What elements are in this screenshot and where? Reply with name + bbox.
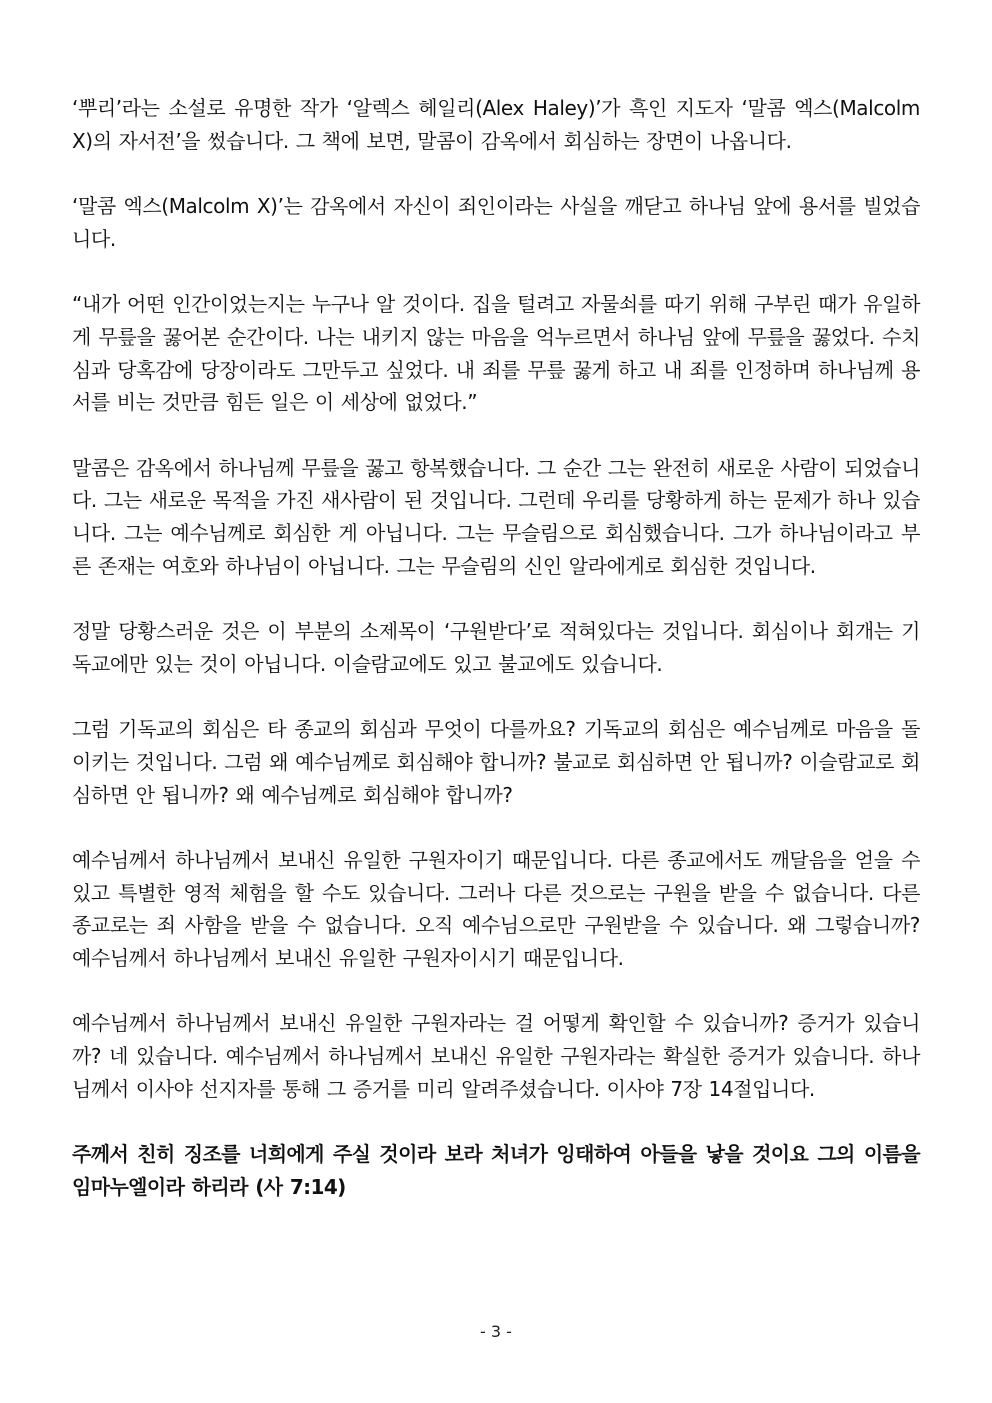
paragraph-1: ‘뿌리’라는 소설로 유명한 작가 ‘알렉스 헤일리(Alex Haley)’가 흑인 지도자 ‘말콤 엑스(Malcolm X)의 자서전’을 썼습니다. 그 책에 보면, 말콤이 감옥에서 회심하는 장면이 나옵니다. <box>72 96 920 153</box>
paragraph-3-quote: “내가 어떤 인간이었는지는 누구나 알 것이다. 집을 털려고 자물쇠를 따기 위해 구부린 때가 유일하게 무릎을 꿇어본 순간이다. 나는 내키지 않는 마음을 억누르면서 하나님 앞에 무릎을 꿇었다. 수치심과 당혹감에 당장이라도 그만두고 싶었다. 내 죄를 무릎 꿇게 하고 내 죄를 인정하며 하나님께 용서를 비는 것만큼 힘든 일은 이 세상에 없었다.” <box>72 292 920 415</box>
page-number: - 3 - <box>480 1322 512 1341</box>
paragraph-4: 말콤은 감옥에서 하나님께 무릎을 꿇고 항복했습니다. 그 순간 그는 완전히 새로운 사람이 되었습니다. 그는 새로운 목적을 가진 새사람이 된 것입니다. 그런데 우리를 당황하게 하는 문제가 하나 있습니다. 그는 예수님께로 회심한 게 아닙니다. 그는 무슬림으로 회심했습니다. 그가 하나님이라고 부른 존재는 여호와 하나님이 아닙니다. 그는 무슬림의 신인 알라에게로 회심한 것입니다. <box>72 455 920 578</box>
paragraph-8: 예수님께서 하나님께서 보내신 유일한 구원자라는 걸 어떻게 확인할 수 있습니까? 증거가 있습니까? 네 있습니다. 예수님께서 하나님께서 보내신 유일한 구원자라는 확실한 증거가 있습니다. 하나님께서 이사야 선지자를 통해 그 증거를 미리 알려주셨습니다. 이사야 7장 14절입니다. <box>72 1011 920 1101</box>
paragraph-2: ‘말콤 엑스(Malcolm X)’는 감옥에서 자신이 죄인이라는 사실을 깨닫고 하나님 앞에 용서를 빌었습니다. <box>72 194 920 251</box>
paragraph-5: 정말 당황스러운 것은 이 부분의 소제목이 ‘구원받다’로 적혀있다는 것입니다. 회심이나 회개는 기독교에만 있는 것이 아닙니다. 이슬람교에도 있고 불교에도 있습니다. <box>72 619 920 676</box>
paragraph-6: 그럼 기독교의 회심은 타 종교의 회심과 무엇이 다를까요? 기독교의 회심은 예수님께로 마음을 돌이키는 것입니다. 그럼 왜 예수님께로 회심해야 합니까? 불교로 회심하면 안 됩니까? 이슬람교로 회심하면 안 됩니까? 왜 예수님께로 회심해야 합니까? <box>72 717 920 807</box>
scripture-verse: 주께서 친히 징조를 너희에게 주실 것이라 보라 처녀가 잉태하여 아들을 낳을 것이요 그의 이름을 임마누엘이라 하리라 (사 7:14) <box>72 1142 920 1199</box>
document-body <box>72 92 920 1203</box>
paragraph-7: 예수님께서 하나님께서 보내신 유일한 구원자이기 때문입니다. 다른 종교에서도 깨달음을 얻을 수 있고 특별한 영적 체험을 할 수도 있습니다. 그러나 다른 것으로는 구원을 받을 수 없습니다. 다른 종교로는 죄 사함을 받을 수 없습니다. 오직 예수님으로만 구원받을 수 있습니다. 왜 그렇습니까? 예수님께서 하나님께서 보내신 유일한 구원자이시기 때문입니다. <box>72 848 920 970</box>
